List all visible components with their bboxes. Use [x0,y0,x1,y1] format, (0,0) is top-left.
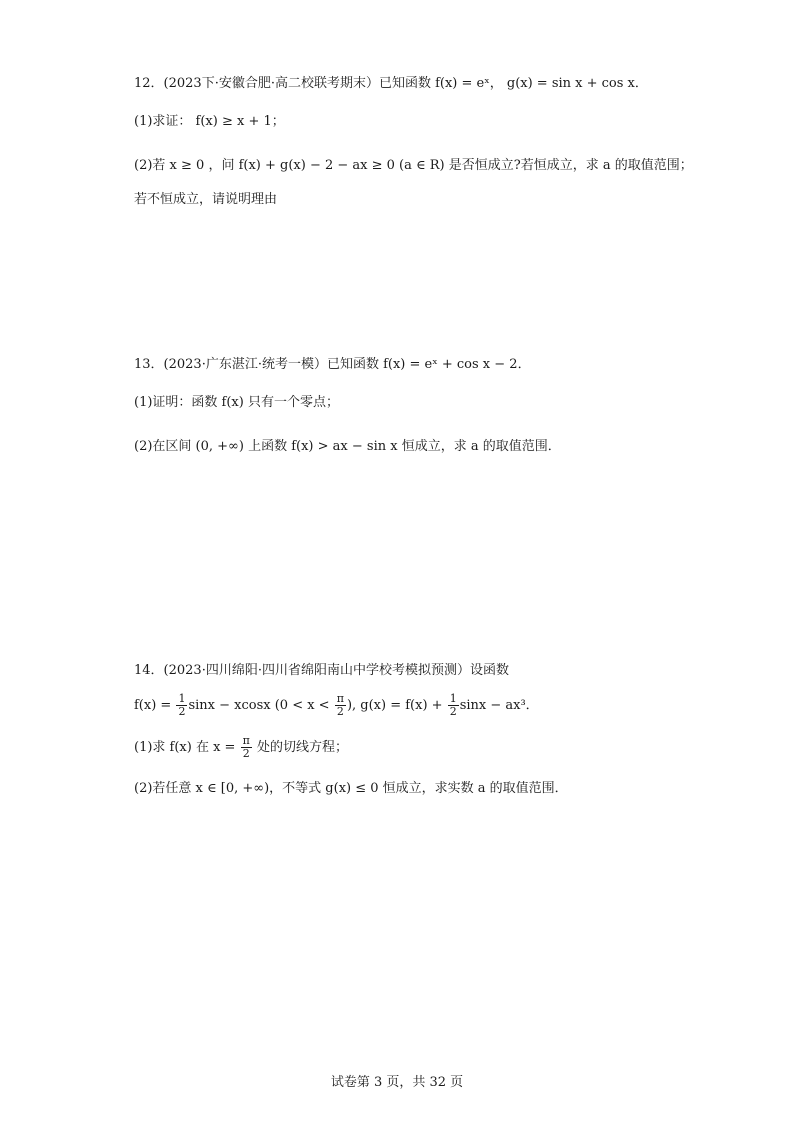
q12-part2-continued: 若不恒成立，请说明理由 [134,192,278,207]
fraction-numerator: π [336,692,344,705]
q13-part1: (1)证明：函数 f(x) 只有一个零点； [134,395,339,410]
fraction-denominator: 2 [178,705,186,718]
q14-formula-part-b: sinx − xcosx (0 < x < [188,698,334,713]
q14-part1-a: (1)求 f(x) 在 x = [134,740,240,755]
q14-formula [134,690,539,722]
q14-formula-part-c: ), g(x) = f(x) + [346,698,447,713]
fraction-denominator: 2 [336,705,344,718]
q14-part1-b: 处的切线方程； [252,740,348,755]
q13-header: 13．(2023·广东湛江·统考一模）已知函数 f(x) = eˣ + cos x − 2． [134,357,531,372]
fraction-pi-over-two [241,735,252,760]
q12-part1: (1)求证： f(x) ≥ x + 1； [134,114,285,129]
q14-part1 [134,733,348,763]
q12-header: 12．(2023下·安徽合肥·高二校联考期末）已知函数 f(x) = eˣ， g(x) = sin x + cos x． [134,76,648,91]
fraction-numerator: 1 [178,692,186,705]
q14-part2: (2)若任意 x ∈ [0, +∞)，不等式 g(x) ≤ 0 恒成立，求实数 a 的取值范围． [134,781,568,796]
fraction-one-half [448,693,459,718]
fraction-pi-over-two [335,693,346,718]
q12-part2: (2)若 x ≥ 0 ，问 f(x) + g(x) − 2 − ax ≥ 0 (a ∈ R) 是否恒成立?若恒成立，求 a 的取值范围； [134,158,693,173]
page-footer: 试卷第 3 页，共 32 页 [330,1075,464,1090]
fraction-denominator: 2 [242,747,250,760]
fraction-denominator: 2 [449,705,457,718]
fraction-numerator: π [242,734,250,747]
q14-formula-part-d: sinx − ax³． [459,698,539,713]
fraction-numerator: 1 [449,692,457,705]
q13-part2: (2)在区间 (0, +∞) 上函数 f(x) > ax − sin x 恒成立，求 a 的取值范围． [134,439,561,454]
q14-header: 14．(2023·四川绵阳·四川省绵阳南山中学校考模拟预测）设函数 [134,663,509,678]
fraction-one-half [176,693,187,718]
q14-formula-part-a: f(x) = [134,698,176,713]
